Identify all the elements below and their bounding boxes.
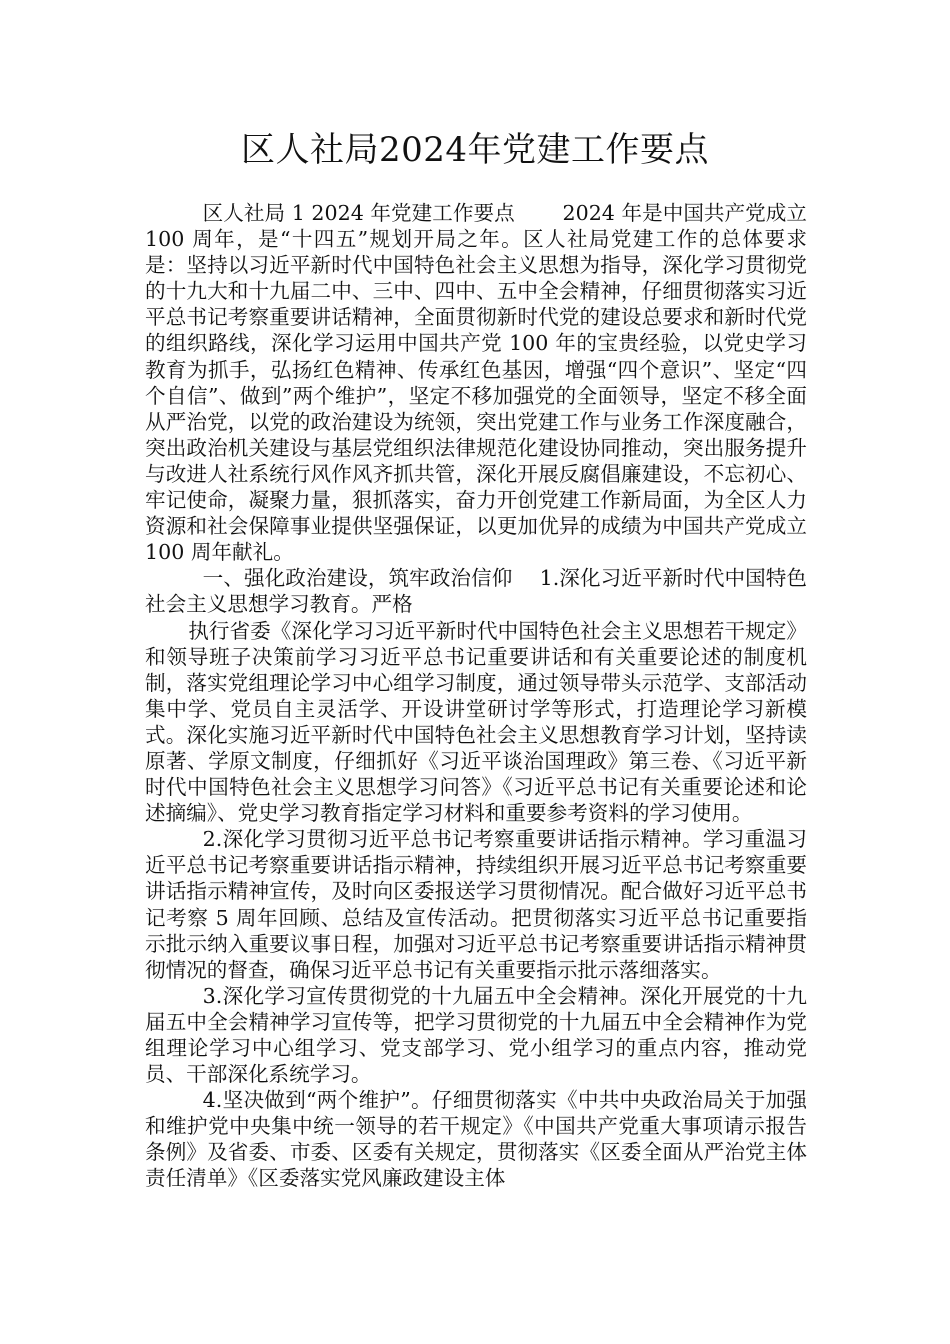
paragraph-item-1: 执行省委《深化学习习近平新时代中国特色社会主义思想若干规定》和领导班子决策前学习习近平总书记重要讲话和有关重要论述的制度机制，落实党组理论学习中心组学习制度，通过领导带头示范学、支部活动集中学、党员自主灵活学、开设讲堂研讨学等形式，打造理论学习新模式。深化实施习近平新时代中国特色社会主义思想教育学习计划，坚持读原著、学原文制度，仔细抓好《习近平谈治国理政》第三卷、《习近平新时代中国特色社会主义思想学习问答》《习近平总书记有关重要论述和论述摘编》、党史学习教育指定学习材料和重要参考资料的学习使用。 <box>145 618 807 826</box>
paragraph-item-2: 2.深化学习贯彻习近平总书记考察重要讲话指示精神。学习重温习近平总书记考察重要讲话指示精神，持续组织开展习近平总书记考察重要讲话指示精神宣传，及时向区委报送学习贯彻情况。配合做好习近平总书记考察 5 周年回顾、总结及宣传活动。把贯彻落实习近平总书记重要指示批示纳入重要议事日程，加强对习近平总书记考察重要讲话指示精神贯彻情况的督查，确保习近平总书记有关重要指示批示落细落实。 <box>145 827 807 982</box>
paragraph-section-1-heading: 一、强化政治建设，筑牢政治信仰 1.深化习近平新时代中国特色社会主义思想学习教育。严格 <box>145 566 807 617</box>
paragraph-item-3: 3.深化学习宣传贯彻党的十九届五中全会精神。深化开展党的十九届五中全会精神学习宣传等，把学习贯彻党的十九届五中全会精神作为党组理论学习中心组学习、党支部学习、党小组学习的重点内容，推动党员、干部深化系统学习。 <box>145 983 807 1087</box>
document-body <box>145 200 807 1192</box>
paragraph-intro: 区人社局 1 2024 年党建工作要点 2024 年是中国共产党成立 100 周年，是“十四五”规划开局之年。区人社局党建工作的总体要求是：坚持以习近平新时代中国特色社会主义思想为指导，深化学习贯彻党的十九大和十九届二中、三中、四中、五中全会精神，仔细贯彻落实习近平总书记考察重要讲话精神，全面贯彻新时代党的建设总要求和新时代党的组织路线，深化学习运用中国共产党 100 年的宝贵经验，以党史学习教育为抓手，弘扬红色精神、传承红色基因，增强“四个意识”、坚定“四个自信”、做到”两个维护”，坚定不移加强党的全面领导，坚定不移全面从严治党，以党的政治建设为统领，突出党建工作与业务工作深度融合，突出政治机关建设与基层党组织法律规范化建设协同推动，突出服务提升与改进人社系统行风作风齐抓共管，深化开展反腐倡廉建设，不忘初心、牢记使命，凝聚力量，狠抓落实，奋力开创党建工作新局面，为全区人力资源和社会保障事业提供坚强保证，以更加优异的成绩为中国共产党成立 100 周年献礼。 <box>145 201 807 565</box>
paragraph-item-4: 4.坚决做到“两个维护”。仔细贯彻落实《中共中央政治局关于加强和维护党中央集中统一领导的若干规定》《中国共产党重大事项请示报告条例》及省委、市委、区委有关规定，贯彻落实《区委全面从严治党主体责任清单》《区委落实党风廉政建设主体 <box>145 1088 807 1191</box>
document-title: 区人社局2024年党建工作要点 <box>240 130 710 170</box>
